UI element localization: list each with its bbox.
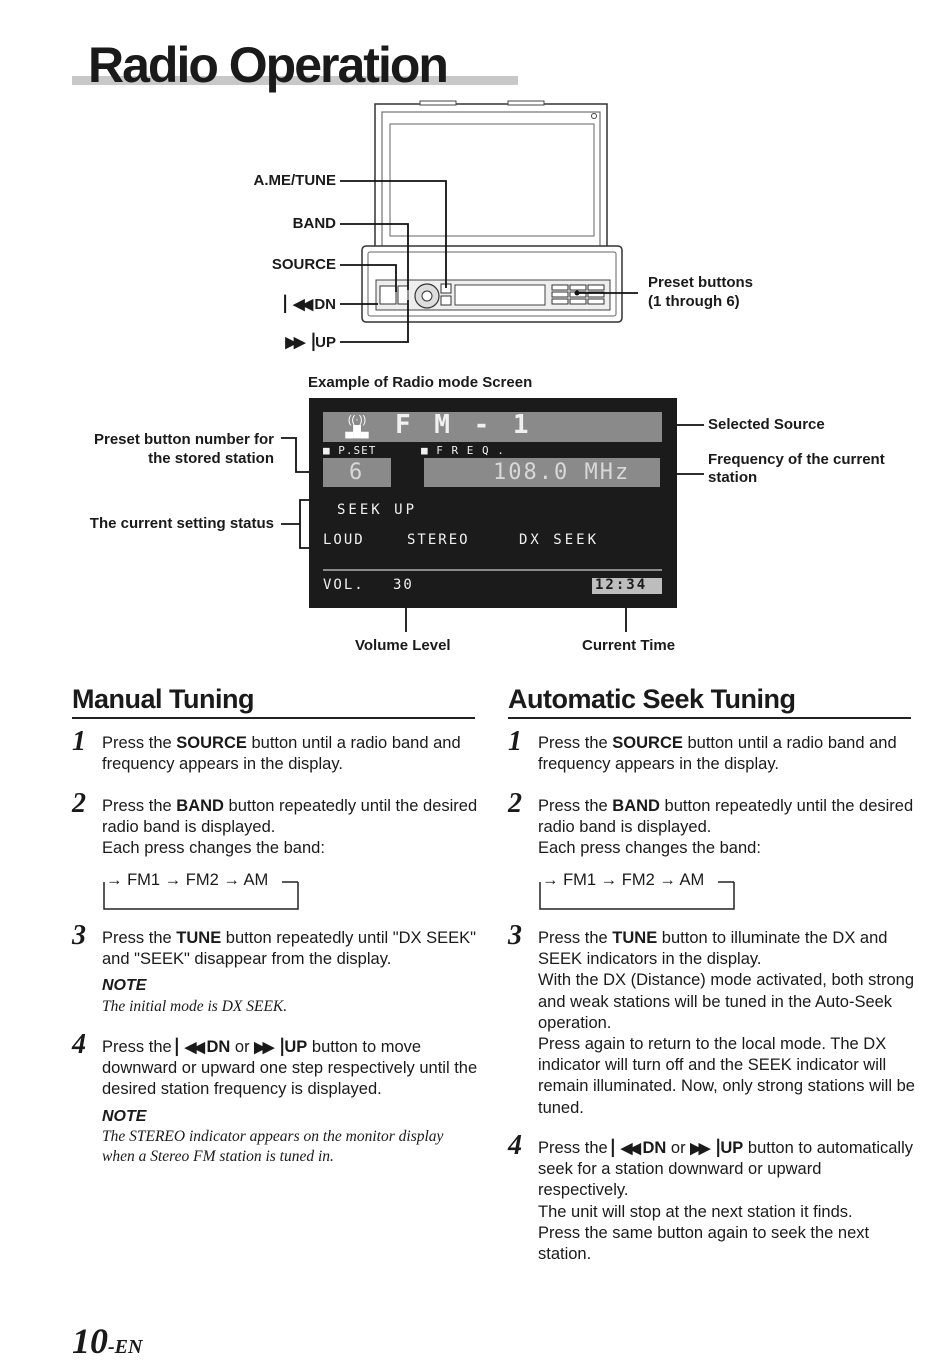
skip-back-icon: ▏◀◀ — [284, 296, 311, 313]
callout-frequency — [708, 451, 885, 487]
monitor-glass — [390, 124, 594, 236]
skip-forward-icon: ▶▶▕ — [690, 1140, 716, 1157]
manual-note-2-text: The STEREO indicator appears on the monitor display when a Stereo FM station is tuned in. — [102, 1128, 444, 1165]
auto-seek-heading: Automatic Seek Tuning — [508, 684, 796, 714]
auto-step-2-number: 2 — [508, 788, 522, 819]
auto-step-4-number: 4 — [508, 1130, 522, 1161]
label-ame-tune: A.ME/TUNE — [253, 172, 336, 189]
label-dn — [285, 295, 336, 313]
manual-step-4: Press the ▏◀◀ DN or ▶▶▕ UP button to move downward or upward one step respectively until the desired station frequency is displayed. — [102, 1038, 478, 1099]
manual-step-1-number: 1 — [72, 726, 86, 757]
callout-volume-level: Volume Level — [355, 637, 451, 654]
auto-step-3-number: 3 — [508, 920, 522, 951]
display-frequency: 108.0 MHz — [493, 460, 631, 485]
display-status-loud: LOUD — [323, 532, 365, 548]
display-status-line1: SEEK UP — [337, 502, 418, 518]
callout-current-time: Current Time — [582, 637, 676, 654]
callout-preset-number-line2: the stored station — [148, 450, 274, 467]
display-time: 12:34 — [595, 577, 648, 593]
manual-note-1-text: The initial mode is DX SEEK. — [102, 998, 288, 1015]
page-title: Radio Operation — [88, 37, 447, 93]
label-up — [285, 333, 336, 351]
callout-frequency-line1: Frequency of the current — [708, 451, 885, 468]
callout-frequency-line2: station — [708, 469, 758, 486]
page-number-suffix: -EN — [108, 1336, 143, 1358]
skip-forward-icon: ▶▶▕ — [285, 334, 311, 351]
skip-forward-icon: ▶▶▕ — [254, 1039, 280, 1056]
label-dn-text: DN — [314, 296, 336, 313]
display-freq-label: ■ F R E Q . — [421, 444, 505, 457]
pset-label-text: P.SET — [338, 444, 377, 457]
page-number — [72, 1320, 142, 1362]
auto-seek-rule — [508, 717, 911, 719]
callout-selected-source: Selected Source — [708, 416, 825, 433]
callout-preset-number — [94, 430, 274, 468]
manual-band-cycle: → FM1 → FM2 → AM — [106, 871, 269, 889]
faceplate-display — [455, 285, 545, 305]
display-status-dx-seek: DX SEEK — [519, 532, 600, 548]
label-up-text: UP — [315, 334, 336, 351]
skip-back-icon: ▏◀◀ — [612, 1140, 638, 1157]
auto-band-cycle-loop — [536, 876, 738, 912]
label-source: SOURCE — [271, 256, 336, 273]
auto-step-1-number: 1 — [508, 726, 522, 757]
display-status-stereo: STEREO — [407, 532, 470, 548]
auto-band-cycle: → FM1 → FM2 → AM — [542, 871, 705, 889]
display-preset-number: 6 — [349, 460, 365, 485]
manual-tuning-rule — [72, 717, 475, 719]
label-preset-line2: (1 through 6) — [648, 293, 740, 310]
callout-preset-number-line1: Preset button number for — [93, 431, 274, 448]
label-band: BAND — [292, 215, 336, 232]
display-pset-label: ■ P.SET — [323, 444, 377, 457]
display-volume: 30 — [393, 577, 414, 593]
screen-example-caption: Example of Radio mode Screen — [308, 374, 533, 391]
page-number-value: 10 — [72, 1321, 108, 1361]
manual-note-1-heading: NOTE — [102, 977, 147, 994]
manual-step-3: Press the TUNE button repeatedly until "DX SEEK" and "SEEK" disappear from the display. — [102, 929, 476, 969]
auto-step-1: Press the SOURCE button until a radio band and frequency appears in the display. — [538, 734, 897, 774]
manual-step-3-number: 3 — [72, 920, 86, 951]
label-preset-line1: Preset buttons — [648, 274, 754, 291]
radio-car-icon: ((·)) ▄█▄ — [345, 414, 369, 438]
display-source: F M - 1 — [395, 410, 533, 440]
auto-step-4: Press the ▏◀◀ DN or ▶▶▕ UP button to automatically seek for a station downward or upward respectively. The unit will stop at the next station it finds. Press the same button again to seek the next station. — [538, 1139, 913, 1264]
callout-setting-status: The current setting status — [89, 515, 274, 532]
label-preset-buttons — [648, 274, 753, 310]
radio-screen-example — [309, 398, 677, 608]
freq-label-text: F R E Q . — [436, 444, 505, 457]
manual-step-1: Press the SOURCE button until a radio band and frequency appears in the display. — [102, 734, 461, 774]
display-divider — [323, 569, 662, 571]
manual-tuning-heading: Manual Tuning — [72, 684, 254, 714]
display-vol-label: VOL. — [323, 577, 365, 593]
skip-back-icon: ▏◀◀ — [176, 1039, 202, 1056]
manual-step-2-number: 2 — [72, 788, 86, 819]
manual-note-2-heading: NOTE — [102, 1108, 147, 1125]
auto-step-3: Press the TUNE button to illuminate the DX and SEEK indicators in the display. With the DX (Distance) mode activated, both strong and weak stations will be tuned in the Auto-Seek operation. Press again to return to the local mode. The DX indicator will turn off and the SEEK indicator will remain illuminated. Now, only strong stations will be tuned. — [538, 929, 915, 1117]
auto-step-2: Press the BAND button repeatedly until the desired radio band is displayed. Each press changes the band: — [538, 797, 914, 858]
manual-band-cycle-loop — [100, 876, 302, 912]
manual-step-2: Press the BAND button repeatedly until the desired radio band is displayed. Each press changes the band: — [102, 797, 478, 858]
manual-step-4-number: 4 — [72, 1029, 86, 1060]
